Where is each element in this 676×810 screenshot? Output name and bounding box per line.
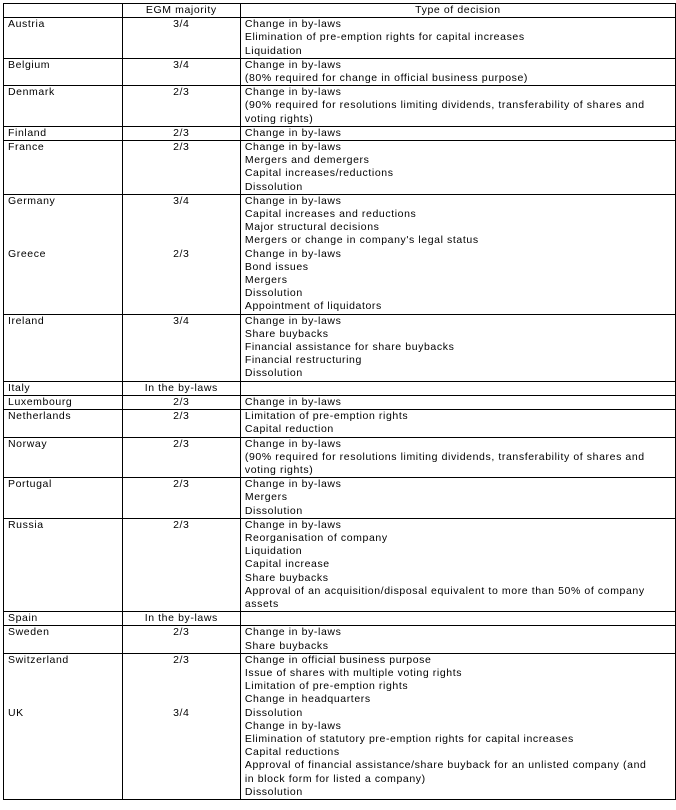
table-row: [4, 86, 676, 127]
table-row: [4, 58, 676, 85]
decision-line: Reorganisation of company: [244, 531, 388, 544]
table-row: [4, 126, 676, 140]
decision-cell: [240, 381, 675, 395]
country-name: Sweden: [8, 626, 50, 639]
decision-line: Change in by-laws: [244, 86, 342, 99]
table-row: [4, 381, 676, 395]
decision-line: Approval of an acquisition/disposal equivalent to more than 50% of company: [244, 584, 645, 597]
egm-majority-value: 2/3: [173, 247, 190, 260]
country-cell: [4, 395, 123, 409]
spacer: [127, 693, 236, 706]
country-cell: [4, 18, 123, 59]
egm-majority-value: 3/4: [173, 314, 190, 327]
decision-line: Change in by-laws: [244, 18, 342, 31]
spacer: [127, 234, 236, 247]
decision-line: Mergers and demergers: [244, 154, 370, 167]
decision-cell: [240, 86, 675, 127]
majority-cell: [122, 395, 240, 409]
majority-cell: [122, 314, 240, 381]
decision-line: Elimination of pre-emption rights for capital increases: [244, 31, 525, 44]
decision-line: Share buybacks: [244, 327, 329, 340]
country-name: Portugal: [8, 478, 52, 491]
decision-line: Appointment of liquidators: [244, 300, 382, 313]
spacer: [127, 208, 236, 221]
majority-cell: [122, 626, 240, 653]
decision-cell: [240, 141, 675, 195]
spacer: [8, 680, 118, 693]
table-row: [4, 18, 676, 59]
table-row: [4, 478, 676, 519]
spacer: [8, 667, 118, 680]
country-cell: [4, 612, 123, 626]
table-row: [4, 518, 676, 611]
decision-cell: [240, 518, 675, 611]
egm-majority-value: 3/4: [173, 18, 190, 31]
egm-majority-value: 2/3: [173, 410, 190, 423]
country-cell: [4, 314, 123, 381]
egm-majority-value: 2/3: [173, 518, 190, 531]
country-cell: [4, 653, 123, 799]
decision-line: Approval of financial assistance/share buyback for an unlisted company (and: [244, 759, 647, 772]
country-cell: [4, 381, 123, 395]
majority-cell: [122, 86, 240, 127]
egm-majority-value: In the by-laws: [144, 381, 218, 394]
country-cell: [4, 86, 123, 127]
country-cell: [4, 478, 123, 519]
decision-line: Change in by-laws: [244, 126, 342, 139]
country-name: France: [8, 141, 45, 154]
country-name: Finland: [8, 126, 47, 139]
majority-cell: [122, 126, 240, 140]
table-row: [4, 437, 676, 478]
decision-line: Capital reductions: [244, 746, 340, 759]
table-row: [4, 395, 676, 409]
decision-line: Financial assistance for share buybacks: [244, 341, 455, 354]
spacer: [8, 234, 118, 247]
header-egm-majority: EGM majority: [122, 4, 240, 18]
decision-cell: [240, 18, 675, 59]
egm-majority-value: 2/3: [173, 86, 190, 99]
decision-line: Mergers: [244, 491, 288, 504]
decision-line: voting rights): [244, 112, 314, 125]
spacer: [127, 680, 236, 693]
decision-cell: [240, 194, 675, 314]
decision-line: Share buybacks: [244, 639, 329, 652]
decision-line: Share buybacks: [244, 571, 329, 584]
decision-line: (90% required for resolutions limiting dividends, transferability of shares and: [244, 99, 645, 112]
country-cell: [4, 518, 123, 611]
decision-line: Mergers or change in company's legal status: [244, 234, 479, 247]
table-row: [4, 194, 676, 314]
country-cell: [4, 126, 123, 140]
decision-line: Change in by-laws: [244, 247, 342, 260]
decision-line: in block form for listed a company): [244, 772, 426, 785]
decision-line: Limitation of pre-emption rights: [244, 410, 409, 423]
country-name: Greece: [8, 247, 47, 260]
spacer: [127, 667, 236, 680]
majority-cell: [122, 381, 240, 395]
decision-line: Change in by-laws: [244, 437, 342, 450]
country-name: Russia: [8, 518, 44, 531]
decision-line: Limitation of pre-emption rights: [244, 680, 409, 693]
decision-line: Change in by-laws: [244, 58, 342, 71]
decision-line: Financial restructuring: [244, 354, 362, 367]
decision-line: Mergers: [244, 274, 288, 287]
table-row: [4, 626, 676, 653]
decision-line: Change in by-laws: [244, 478, 342, 491]
spacer: [8, 693, 118, 706]
majority-cell: [122, 410, 240, 437]
egm-majority-table: [3, 3, 676, 800]
country-name: Ireland: [8, 314, 45, 327]
decision-line: Change in by-laws: [244, 194, 342, 207]
table-row: [4, 612, 676, 626]
decision-line: Capital reduction: [244, 423, 334, 436]
country-name: Switzerland: [8, 653, 69, 666]
decision-line: Liquidation: [244, 44, 303, 57]
egm-majority-value: 2/3: [173, 126, 190, 139]
majority-cell: [122, 194, 240, 314]
decision-cell: [240, 410, 675, 437]
majority-cell: [122, 18, 240, 59]
spacer: [8, 208, 118, 221]
decision-line: Change in by-laws: [244, 314, 342, 327]
decision-line: voting rights): [244, 463, 314, 476]
country-cell: [4, 437, 123, 478]
decision-cell: [240, 395, 675, 409]
majority-cell: [122, 141, 240, 195]
egm-majority-value: 2/3: [173, 626, 190, 639]
country-cell: [4, 410, 123, 437]
country-name: Luxembourg: [8, 395, 73, 408]
decision-line: Change in by-laws: [244, 719, 342, 732]
egm-majority-value: 3/4: [173, 194, 190, 207]
decision-line: Change in by-laws: [244, 626, 342, 639]
decision-line: Dissolution: [244, 785, 303, 798]
decision-line: Dissolution: [244, 504, 303, 517]
decision-line: (90% required for resolutions limiting dividends, transferability of shares and: [244, 450, 645, 463]
decision-cell: [240, 126, 675, 140]
decision-line: Elimination of statutory pre-emption rights for capital increases: [244, 732, 574, 745]
egm-majority-value: 2/3: [173, 478, 190, 491]
egm-majority-value: In the by-laws: [144, 612, 218, 625]
table-row: [4, 653, 676, 799]
majority-cell: [122, 518, 240, 611]
header-type-of-decision: Type of decision: [240, 4, 675, 18]
country-name: Belgium: [8, 58, 51, 71]
country-name: Austria: [8, 18, 45, 31]
egm-majority-value: 2/3: [173, 395, 190, 408]
egm-majority-value: 3/4: [173, 706, 190, 719]
table-row: [4, 410, 676, 437]
decision-cell: [240, 314, 675, 381]
decision-cell: [240, 653, 675, 799]
country-name: Italy: [8, 381, 31, 394]
header-row: [4, 4, 676, 18]
country-cell: [4, 194, 123, 314]
decision-line: Capital increases/reductions: [244, 167, 394, 180]
spacer: [127, 221, 236, 234]
decision-line: (80% required for change in official business purpose): [244, 72, 529, 85]
country-cell: [4, 141, 123, 195]
decision-cell: [240, 612, 675, 626]
table-row: [4, 141, 676, 195]
decision-line: Bond issues: [244, 260, 309, 273]
decision-cell: [240, 626, 675, 653]
decision-line: Change in by-laws: [244, 395, 342, 408]
decision-line: assets: [244, 597, 279, 610]
country-cell: [4, 626, 123, 653]
decision-line: Dissolution: [244, 706, 303, 719]
majority-cell: [122, 653, 240, 799]
decision-line: Dissolution: [244, 287, 303, 300]
decision-line: Capital increases and reductions: [244, 208, 417, 221]
decision-line: Liquidation: [244, 545, 303, 558]
decision-line: Dissolution: [244, 367, 303, 380]
decision-cell: [240, 58, 675, 85]
spacer: [8, 221, 118, 234]
majority-cell: [122, 478, 240, 519]
table-row: [4, 314, 676, 381]
majority-cell: [122, 437, 240, 478]
decision-line: Change in headquarters: [244, 693, 371, 706]
decision-line: Major structural decisions: [244, 221, 380, 234]
country-cell: [4, 58, 123, 85]
country-name: Netherlands: [8, 410, 72, 423]
country-name: Spain: [8, 612, 38, 625]
decision-line: Change in official business purpose: [244, 653, 432, 666]
egm-majority-value: 2/3: [173, 653, 190, 666]
decision-line: Change in by-laws: [244, 141, 342, 154]
egm-majority-value: 2/3: [173, 141, 190, 154]
decision-line: Capital increase: [244, 558, 330, 571]
egm-majority-value: 2/3: [173, 437, 190, 450]
country-name: Norway: [8, 437, 48, 450]
country-name: Denmark: [8, 86, 55, 99]
decision-line: Issue of shares with multiple voting rights: [244, 666, 463, 679]
decision-line: Change in by-laws: [244, 518, 342, 531]
header-country: [4, 4, 123, 18]
decision-line: Dissolution: [244, 180, 303, 193]
country-name: UK: [8, 706, 24, 719]
country-name: Germany: [8, 194, 56, 207]
decision-cell: [240, 437, 675, 478]
decision-cell: [240, 478, 675, 519]
majority-cell: [122, 58, 240, 85]
egm-majority-value: 3/4: [173, 58, 190, 71]
majority-cell: [122, 612, 240, 626]
